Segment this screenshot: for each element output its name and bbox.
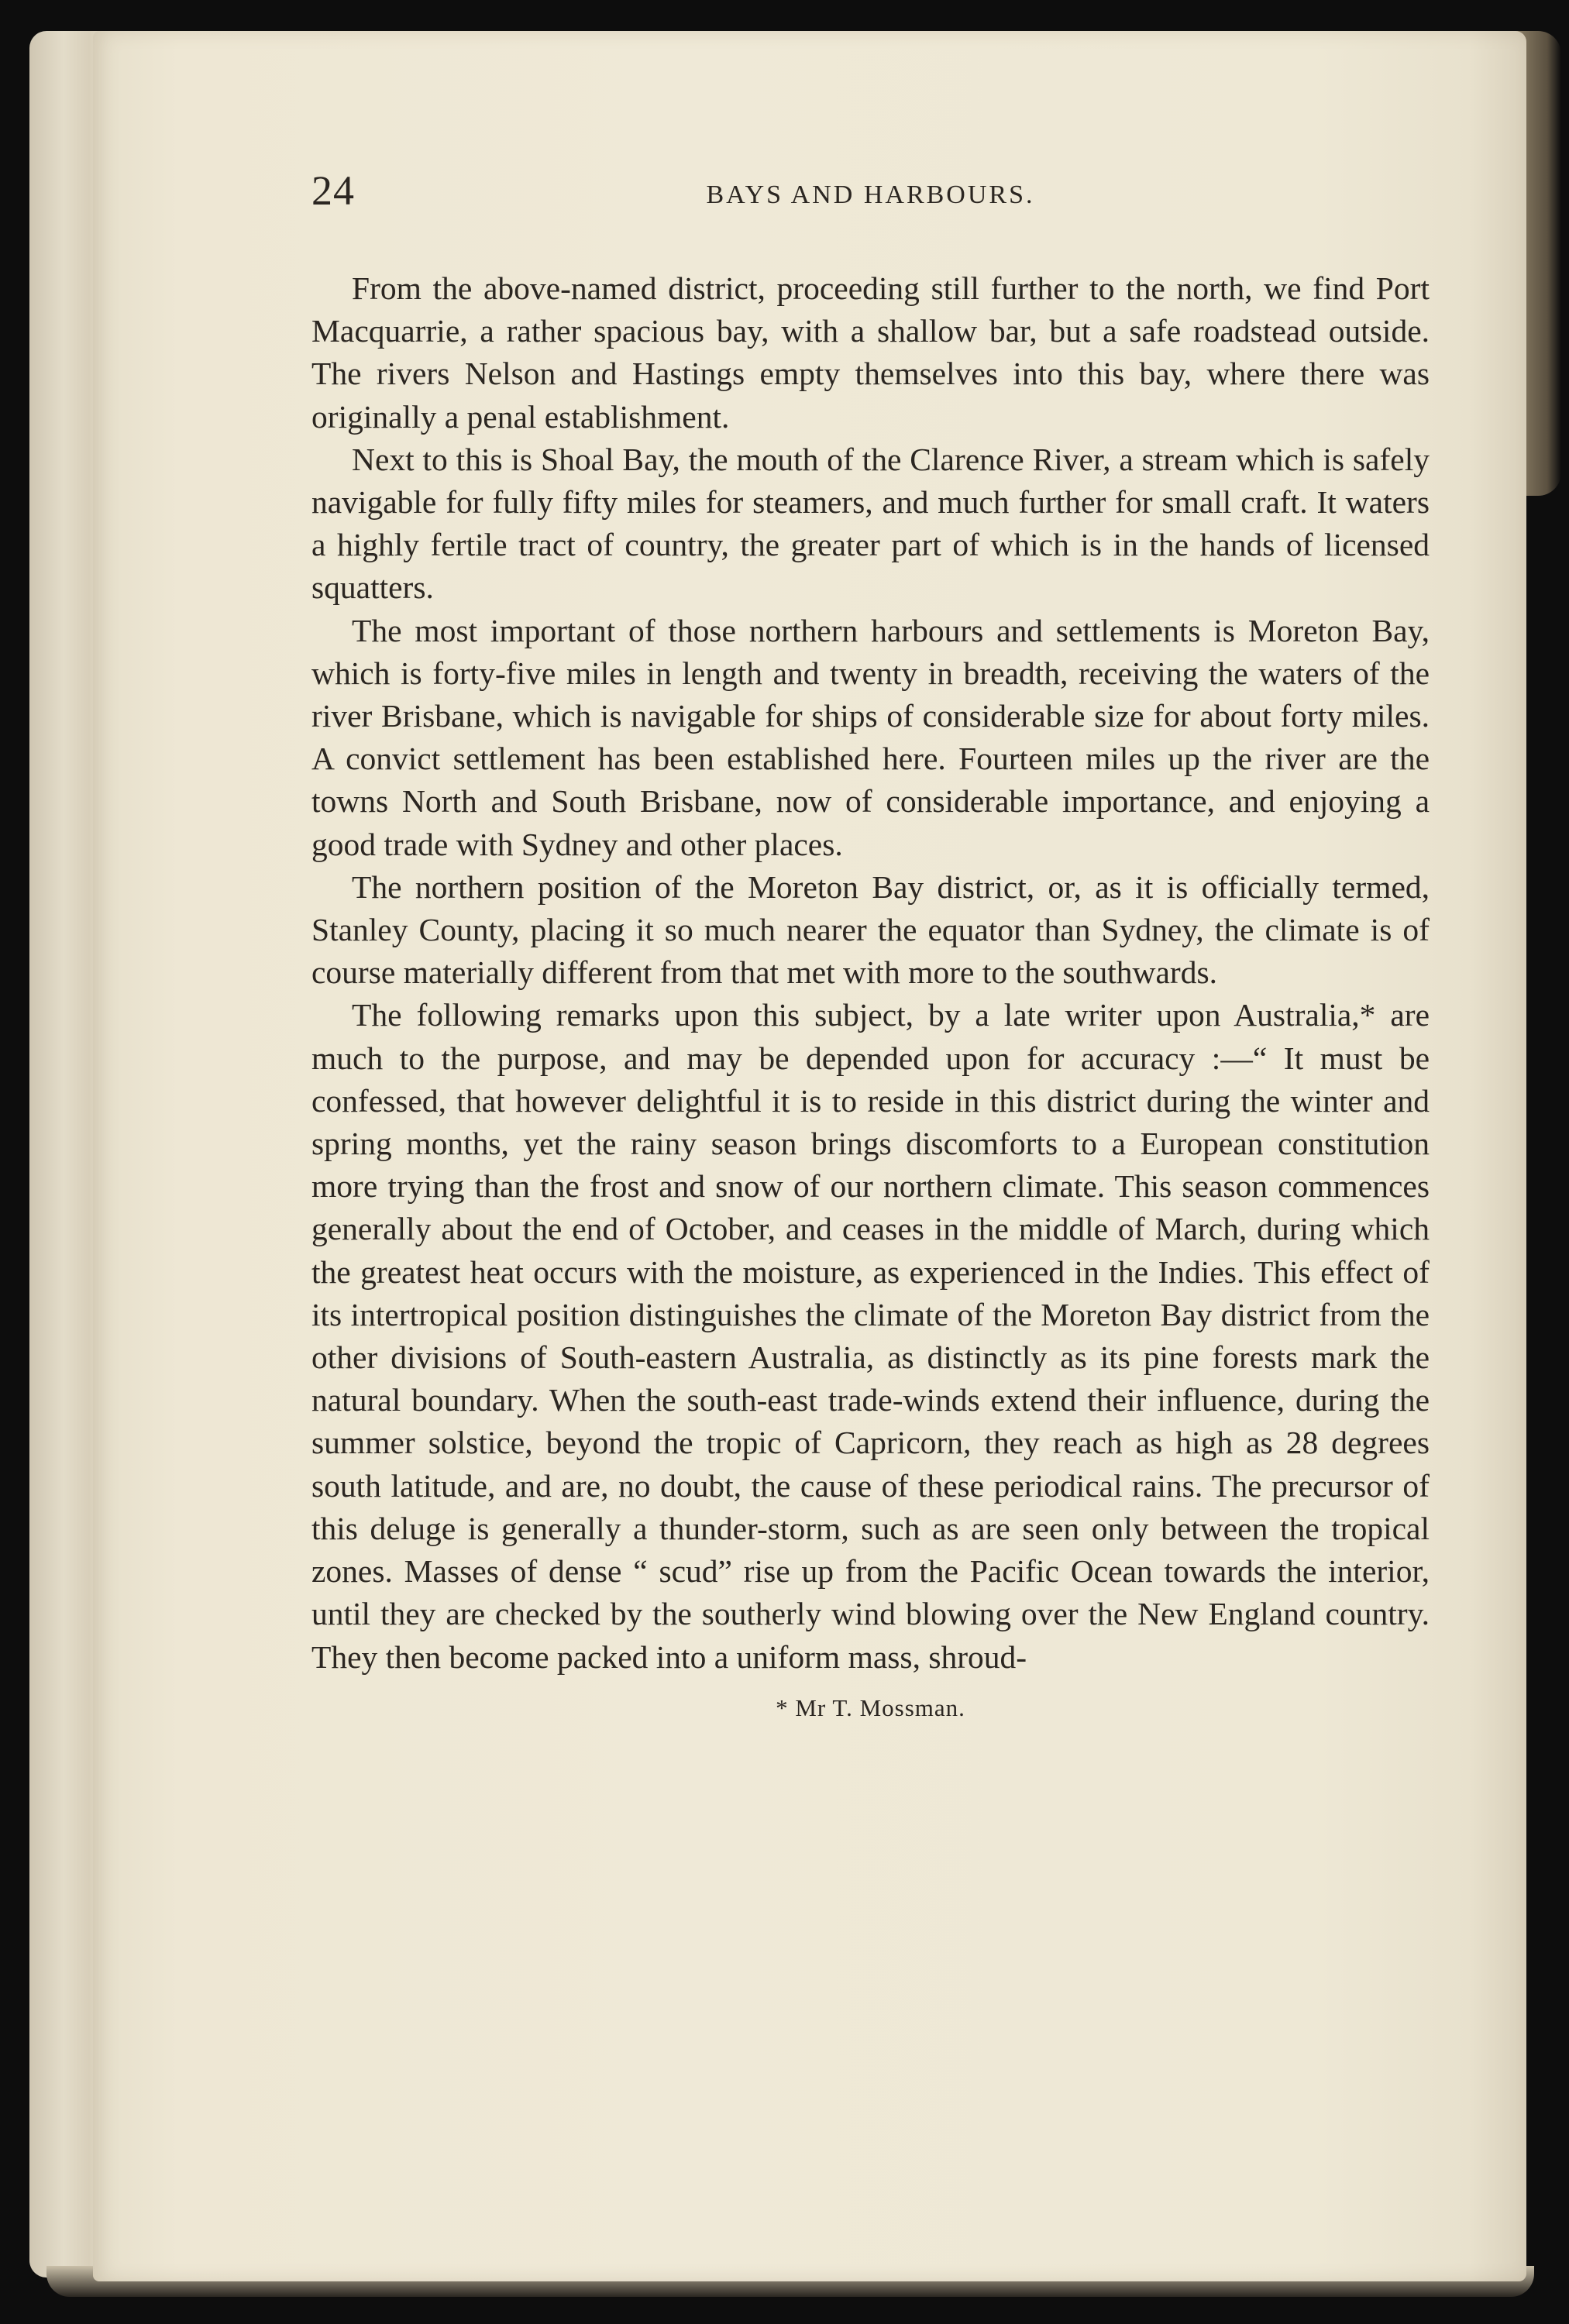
page-number: 24 bbox=[311, 167, 355, 214]
footnote: * Mr T. Mossman. bbox=[776, 1693, 965, 1721]
running-head: BAYS AND HARBOURS. bbox=[706, 180, 1035, 209]
paragraph: The northern position of the Moreton Bay district, or, as it is officially termed, Stanley County, placing it so much nearer the equator than Sydney, the climate is of course materially different from that met with more to the southwards. bbox=[311, 868, 1430, 991]
paragraph: Next to this is Shoal Bay, the mouth of the Clarence River, a stream which is safely navigable for fully fifty miles for steamers, and much further for small craft. It waters a highly fertile tract of country, the greater part of which is in the hands of licensed squatters. bbox=[311, 441, 1430, 606]
page-header bbox=[311, 167, 1430, 229]
body-text bbox=[311, 267, 1430, 1679]
page-text-block bbox=[311, 167, 1430, 1724]
paragraph: The following remarks upon this subject, by a late writer upon Australia,* are much to the purpose, and may be depended upon for accuracy :—“ It must be confessed, that however delightful it is to reside in this district during the winter and spring months, yet the rainy season brings discomforts to a European constitution more trying than the frost and snow of our northern climate. This season commences generally about the end of October, and ceases in the middle of March, during which the greatest heat occurs with the moisture, as experienced in the Indies. This effect of its intertropical position distinguishes the climate of the Moreton Bay district from the other divisions of South-eastern Australia, as distinctly as its pine forests mark the natural boundary. When the south-east trade-winds extend their influence, during the summer solstice, beyond the tropic of Capricorn, they reach as high as 28 degrees south latitude, and are, no doubt, the cause of these periodical rains. The precursor of this deluge is generally a thunder-storm, such as are seen only between the tropical zones. Masses of dense “ scud” rise up from the Pacific Ocean towards the interior, until they are checked by the southerly wind blowing over the New England country. They then become packed into a uniform mass, shroud- bbox=[311, 997, 1430, 1675]
paragraph: From the above-named district, proceeding still further to the north, we find Port Macquarrie, a rather spacious bay, with a shallow bar, but a safe roadstead outside. The rivers Nelson and Hastings empty themselves into this bay, where there was originally a penal establishment. bbox=[311, 270, 1430, 435]
paragraph: The most important of those northern harbours and settlements is Moreton Bay, which is forty-five miles in length and twenty in breadth, receiving the waters of the river Brisbane, which is navigable for ships of considerable size for about forty miles. A convict settlement has been established here. Fourteen miles up the river are the towns North and South Brisbane, now of considerable importance, and enjoying a good trade with Sydney and other places. bbox=[311, 612, 1430, 862]
